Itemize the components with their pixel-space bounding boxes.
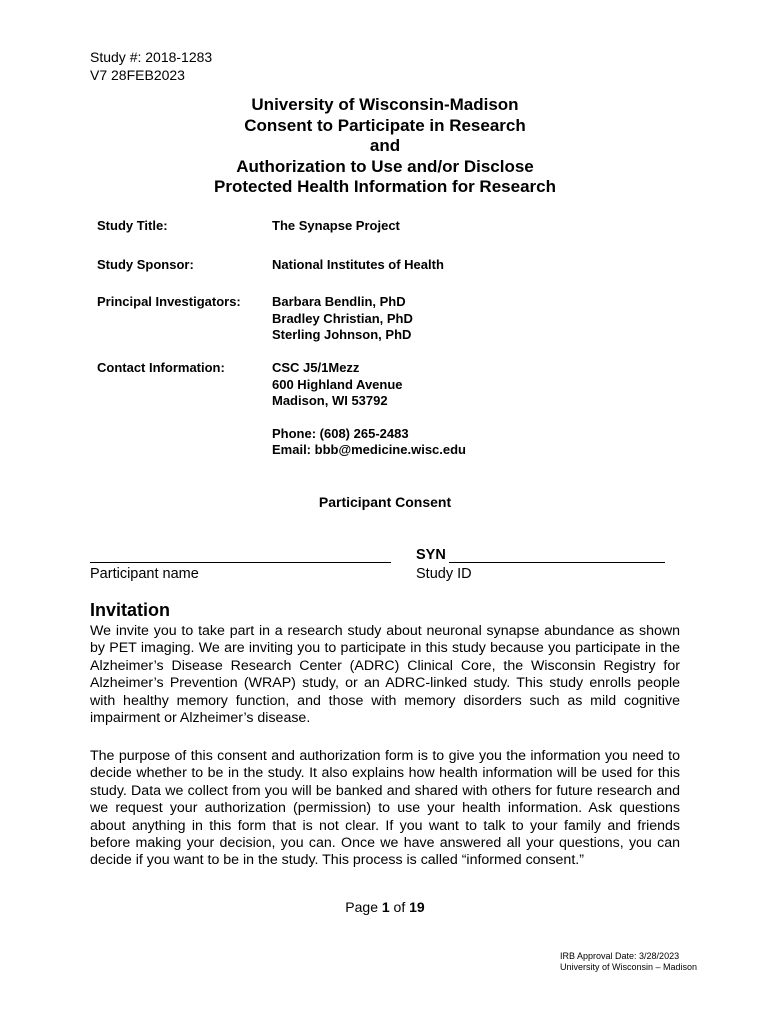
contact-label: Contact Information:: [97, 360, 225, 375]
page-of: of: [389, 899, 410, 915]
page-total: 19: [409, 899, 425, 915]
pi-label: Principal Investigators:: [97, 294, 241, 309]
invitation-heading: Invitation: [90, 600, 170, 620]
pi-item: Bradley Christian, PhD: [272, 310, 413, 326]
participant-name-line: [90, 562, 391, 563]
page-word: Page: [345, 899, 382, 915]
title-line-4: Authorization to Use and/or Disclose: [236, 156, 534, 176]
pi-item: Sterling Johnson, PhD: [272, 327, 412, 342]
address-line: 600 Highland Avenue: [272, 376, 403, 392]
page-current: 1: [381, 899, 390, 915]
title-line-5: Protected Health Information for Research: [214, 177, 556, 197]
title-line-1: University of Wisconsin-Madison: [251, 95, 519, 114]
address-line: CSC J5/1Mezz: [272, 360, 360, 375]
document-title: [0, 95, 770, 198]
pi-item: Barbara Bendlin, PhD: [272, 294, 406, 309]
irb-university: University of Wisconsin – Madison: [560, 961, 698, 972]
study-id-line: [449, 562, 665, 563]
title-line-3: and: [369, 136, 401, 156]
study-sponsor-label: Study Sponsor:: [97, 257, 194, 272]
irb-approval: [560, 951, 697, 972]
study-title-label: Study Title:: [97, 218, 168, 233]
study-sponsor-value: National Institutes of Health: [272, 257, 444, 272]
title-line-2: Consent to Participate in Research: [244, 115, 526, 135]
participant-consent-heading: Participant Consent: [318, 494, 452, 510]
address-line: Madison, WI 53792: [272, 393, 388, 408]
version-date: V7 28FEB2023: [90, 67, 185, 83]
phone-number: Phone: (608) 265-2483: [272, 425, 409, 441]
participant-name-label: Participant name: [90, 566, 199, 582]
email-address: Email: bbb@medicine.wisc.edu: [272, 442, 466, 457]
study-title-value: The Synapse Project: [272, 218, 400, 233]
irb-approval-date: IRB Approval Date: 3/28/2023: [560, 951, 680, 961]
syn-prefix: SYN: [416, 547, 446, 563]
study-id-label: Study ID: [416, 566, 472, 582]
study-number: Study #: 2018-1283: [90, 49, 213, 65]
page-number: [0, 899, 770, 915]
document-header: [90, 48, 212, 84]
contact-address: [272, 360, 466, 459]
invitation-paragraph-2: The purpose of this consent and authorization form is to give you the information you need to decide whether to be in the study. It also explains how health information will be used for this study. Data we collect from you will be banked and shared with others for future research and we request your authorization (permission) to use your health information. Ask questions about anything in this form that is not clear. If you want to talk to your family and friends before making your decision, you can. Once we have answered all your questions, you can decide if you want to be in the study. This process is called “informed consent.”: [90, 748, 680, 869]
invitation-paragraph-1: We invite you to take part in a research study about neuronal synapse abundance as shown by PET imaging. We are inviting you to participate in this study because you participate in the Alzheimer’s Disease Research Center (ADRC) Clinical Core, the Wisconsin Registry for Alzheimer’s Prevention (WRAP) study, or an ADRC-linked study. This study enrolls people with healthy memory function, and those with memory disorders such as mild cognitive impairment or Alzheimer’s disease.: [90, 623, 680, 727]
pi-list: [272, 294, 413, 344]
